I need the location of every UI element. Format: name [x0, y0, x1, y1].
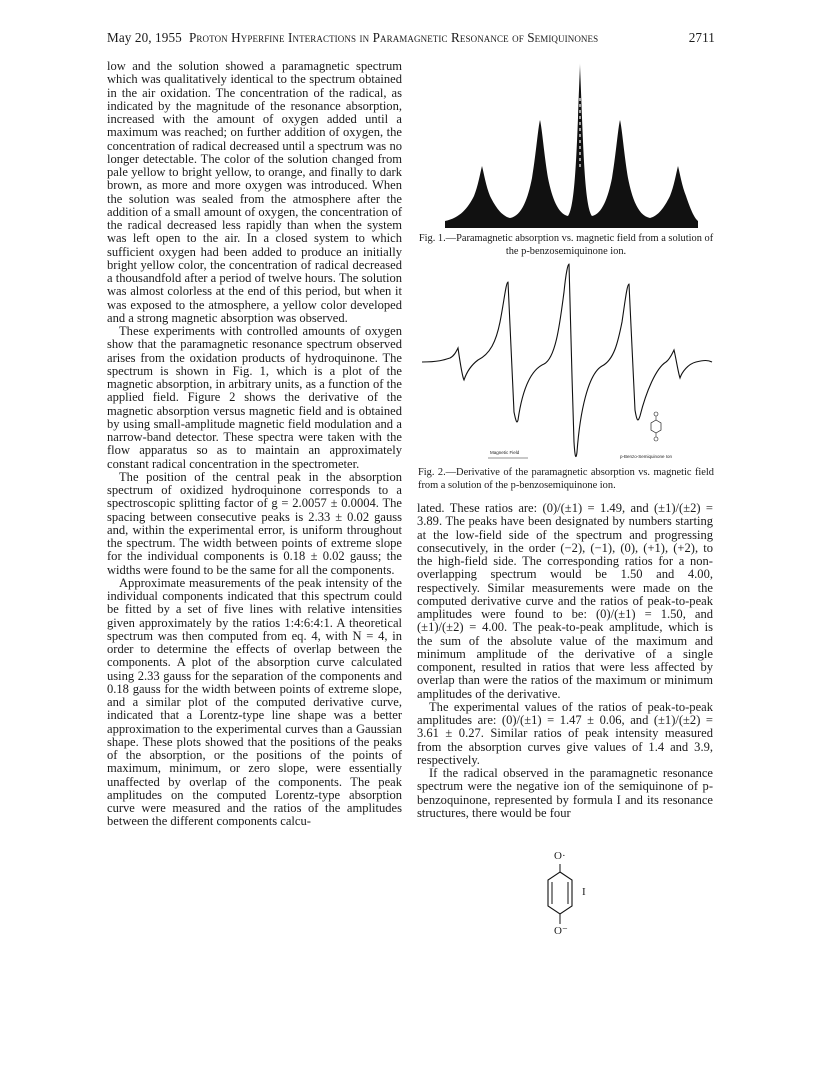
ion-label: p-Benzo-Semiquinone Ion [620, 454, 673, 459]
absorption-spectrum-fill [445, 63, 698, 228]
top-atom-label: O· [554, 850, 566, 862]
figure-2-caption [418, 466, 714, 492]
running-header [107, 30, 715, 46]
figure-1-absorption-plot [440, 58, 700, 228]
page-number: 2711 [688, 30, 715, 45]
paragraph: Approximate measurements of the peak intensity of the individual components indicated that this spectrum could be fitted by a set of five lines with relative intensities given approximately by the ratios 1:4:6:4:1. A theoretical spectrum was then computed from eq. 4, with N = 4, in order to determine the effects of overlap between the components. A plot of the absorption curve calculated using 2.33 gauss for the separation of the components and 0.18 gauss for the width between points of extreme slope, and a similar plot of the computed derivative curve, indicated that a Lorentz-type line shape was a better approximation to the experimental curves than a Gaussian shape. These plots showed that the positions of the peaks of the absorption, or the positions of the points of maximum, minimum, or zero slope, were essentially unaffected by overlap of the components. The peak amplitudes on the computed Lorentz-type absorption curve were measured and the ratios of the amplitudes between the different components calcu- [107, 575, 402, 829]
paragraph: The experimental values of the ratios of peak-to-peak amplitudes are: (0)/(±1) = 1.47 ± 0.06, and (±1)/(±2) = 3.61 ± 0.27. Similar ratios of peak intensity measured from the absorption curves give values of 1.4 and 3.9, respectively. [417, 699, 713, 767]
paragraph: low and the solution showed a paramagnetic spectrum which was qualitatively identical to the spectrum obtained in the air oxidation. The concentration of the radical, as indicated by the magnitude of the resonance absorption, increased with the amount of oxygen added until a maximum was reached; on further addition of oxygen, the concentration of radical decreased until a spectrum was no longer detectable. The color of the solution changed from pale yellow to bright yellow, to orange, and finally to dark brown, as more and more oxygen was introduced. When the solution was sealed from the atmosphere after the addition of a small amount of oxygen, the concentration of the radical decreased less rapidly than when the system was left open to the air. In a closed system to which sufficient oxygen had been added to produce an initially bright yellow color, the concentration of radical decreased a thousandfold after a period of twelve hours. The solution was almost colorless at the end of this period, but when it was exposed to the atmosphere, a yellow color developed and a strong magnetic absorption was observed. [107, 59, 402, 325]
paragraph: lated. These ratios are: (0)/(±1) = 1.49, and (±1)/(±2) = 3.89. The peaks have been designated by numbers starting at the low-field side of the spectrum and progressing consecutively, in the order (−2), (−1), (0), (+1), (+2), to the high-field side. The corresponding ratios for a non-overlapping spectrum would be 1.50 and 4.00, respectively. Similar measurements were made on the computed derivative curve and the ratios of peak-to-peak amplitudes were found to be: (0)/(±1) = 1.50, and (±1)/(±2) = 4.00. The peak-to-peak amplitude, which is the sum of the absolute value of the maximum and minimum amplitude of the derivative of a single component, resulted in ratios that were less affected by overlap than were the ratios of the maximum or minimum amplitudes of the derivative. [417, 501, 713, 701]
magnetic-field-label: Magnetic Field [490, 450, 520, 455]
right-column [417, 502, 713, 820]
semiquinone-structure-formula [530, 850, 590, 940]
bottom-atom-label: O⁻ [554, 925, 568, 937]
figure-2-caption-text: Fig. 2.—Derivative of the paramagnetic absorption vs. magnetic field from a solution of the p-benzosemiquinone ion. [418, 467, 714, 491]
paragraph: These experiments with controlled amounts of oxygen show that the paramagnetic resonance spectrum observed arises from the oxidation products of hydroquinone. The spectrum is shown in Fig. 1, which is a plot of the magnetic absorption, in arbitrary units, as a function of the applied field. Figure 2 shows the derivative of the magnetic absorption versus magnetic field and is obtained by using small-amplitude magnetic field modulation and a narrow-band detector. These spectra were taken with the flow apparatus so as to maintain an approximately constant radical concentration in the spectrometer. [107, 324, 402, 471]
figure-2-derivative-plot [420, 262, 714, 462]
figure-1-caption-text: Fig. 1.—Paramagnetic absorption vs. magnetic field from a solution of the p-benzosemiquinone ion. [418, 233, 714, 257]
paragraph: The position of the central peak in the absorption spectrum of oxidized hydroquinone corresponds to a spectroscopic splitting factor of g = 2.0057 ± 0.0004. The spacing between consecutive peaks is 2.33 ± 0.02 gauss and, within the experimental error, is uniform throughout the spectrum. The width between points of extreme slope for the individual components is 0.18 ± 0.02 gauss; the widths were found to be the same for all the components. [107, 469, 402, 577]
header-date: May 20, 1955 [107, 30, 182, 45]
paragraph: If the radical observed in the paramagnetic resonance spectrum were the negative ion of the semiquinone of p-benzoquinone, represented by formula I and its resonance structures, there would be four [417, 766, 713, 820]
left-column [107, 60, 402, 829]
header-title: Proton Hyperfine Interactions in Paramagnetic Resonance of Semiquinones [189, 30, 599, 45]
figure-1-caption [418, 232, 714, 258]
formula-number: I [582, 886, 586, 898]
derivative-spectrum-curve [422, 264, 712, 457]
inset-molecule-icon [651, 412, 661, 441]
